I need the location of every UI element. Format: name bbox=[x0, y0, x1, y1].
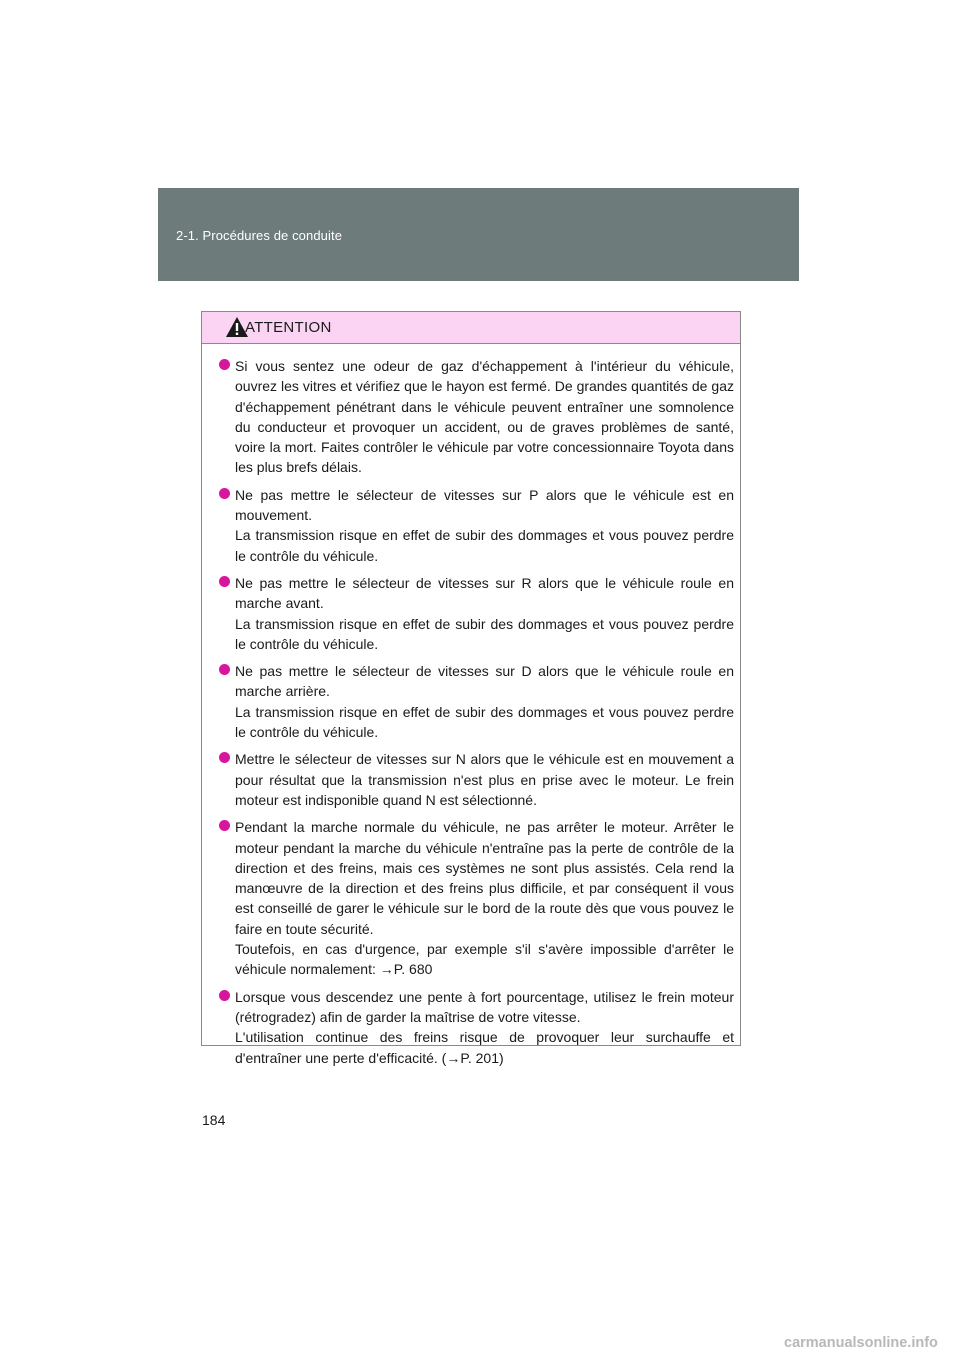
bullet-icon bbox=[219, 664, 230, 675]
warning-paragraph: Lorsque vous descendez une pente à fort pourcentage, utilisez le frein moteur (rétrogradez) afin de garder la maîtrise de votre vitesse. bbox=[235, 988, 734, 1025]
bullet-icon bbox=[219, 820, 230, 831]
warning-box bbox=[201, 311, 741, 1066]
warning-paragraph: La transmission risque en effet de subir des dommages et vous pouvez perdre le contrôle du véhicule. bbox=[235, 527, 734, 564]
warning-paragraph: Si vous sentez une odeur de gaz d'échappement à l'intérieur du véhicule, ouvrez les vitres et vérifiez que le hayon est fermé. De grandes quantités de gaz d'échappement pénétrant dans le véhicule peuvent entraîner une somnolence du conducteur et provoquer un accident, ou de graves problèmes de santé, voire la mort. Faites contrôler le véhicule par votre concessionnaire Toyota dans les plus brefs délais. bbox=[235, 358, 734, 476]
warning-item bbox=[219, 485, 734, 566]
warning-paragraph: L'utilisation continue des freins risque de provoquer leur surchauffe et d'entraîner une perte d'efficacité. (→P. 201) bbox=[235, 1029, 734, 1066]
warning-item bbox=[219, 749, 734, 810]
warning-paragraph: Ne pas mettre le sélecteur de vitesses sur D alors que le véhicule roule en marche arrière. bbox=[235, 663, 734, 700]
watermark-text: carmanualsonline.info bbox=[784, 1335, 938, 1351]
warning-paragraph: La transmission risque en effet de subir des dommages et vous pouvez perdre le contrôle du véhicule. bbox=[235, 615, 734, 652]
section-header-band bbox=[158, 188, 799, 281]
bullet-icon bbox=[219, 990, 230, 1001]
warning-item bbox=[219, 987, 734, 1068]
warning-item bbox=[219, 661, 734, 742]
warning-item bbox=[219, 573, 734, 654]
warning-paragraph: Mettre le sélecteur de vitesses sur N alors que le véhicule est en mouvement a pour résultat que la transmission n'est plus en prise avec le moteur. Le frein moteur est indisponible quand N est sélectionné. bbox=[235, 751, 734, 808]
warning-list bbox=[202, 344, 740, 1068]
bullet-icon bbox=[219, 488, 230, 499]
bullet-icon bbox=[219, 359, 230, 370]
warning-paragraph: Pendant la marche normale du véhicule, ne pas arrêter le moteur. Arrêter le moteur pendant la marche du véhicule n'entraîne pas la perte de contrôle de la direction et des freins, mais ces systèmes ne sont plus assistés. Cela rend la manœuvre de la direction et des freins plus difficile, et par conséquent il vous est conseillé de garer le véhicule sur le bord de la route dès que vous pouvez le faire en toute sécurité. bbox=[235, 819, 734, 937]
warning-paragraph: La transmission risque en effet de subir des dommages et vous pouvez perdre le contrôle du véhicule. bbox=[235, 703, 734, 741]
warning-paragraph: Ne pas mettre le sélecteur de vitesses sur P alors que le véhicule est en mouvement. bbox=[235, 486, 734, 524]
warning-header bbox=[202, 312, 740, 344]
section-title: 2-1. Procédures de conduite bbox=[176, 228, 343, 243]
warning-title: ATTENTION bbox=[245, 319, 332, 336]
warning-paragraph: Ne pas mettre le sélecteur de vitesses sur R alors que le véhicule roule en marche avant. bbox=[235, 574, 734, 612]
warning-paragraph: Toutefois, en cas d'urgence, par exemple s'il s'avère impossible d'arrêter le véhicule normalement: →P. 680 bbox=[235, 941, 734, 978]
bullet-icon bbox=[219, 576, 230, 587]
warning-item bbox=[219, 356, 734, 478]
page-number: 184 bbox=[202, 1112, 226, 1128]
watermark-logo bbox=[784, 1331, 956, 1353]
warning-item bbox=[219, 817, 734, 979]
bullet-icon bbox=[219, 752, 230, 763]
